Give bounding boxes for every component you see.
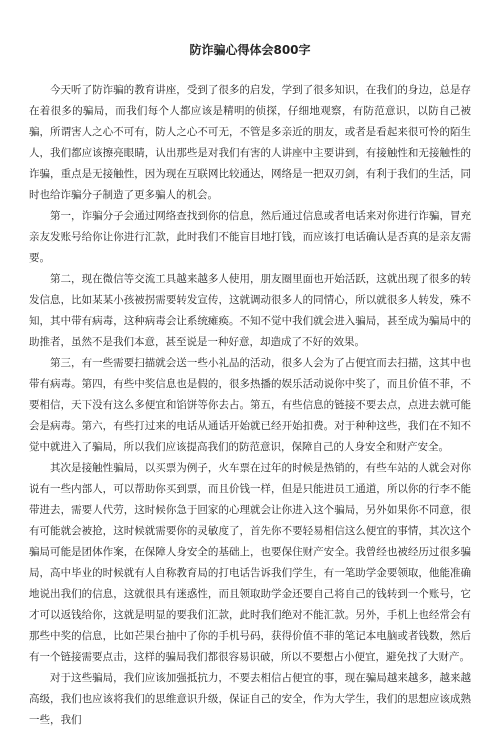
paragraph-second-point: 第二，现在微信等交流工具越来越多人使用，朋友圈里面也开始活跃，这就出现了很多的转发信息，比如某某小孩被拐需要转发宣传，这就调动很多人的同情心，所以就很多人转发，殊不知，其中带有病毒，这种病毒会让系统瘫痪。不知不觉中我们就会进入骗局，甚至成为骗局中的助推者，虽然不是我们本意，甚至说是一种好意，却造成了不好的效果。 bbox=[29, 273, 471, 348]
paragraph-contact-scams: 其次是接触性骗局，以买票为例子，火车票在过年的时候是热销的，有些车站的人就会对你说有一些内部人，可以帮助你买到票，而且价钱一样，但是只能进员工通道，所以你的行李不能带进去，需要人代劳，这时候你急于回家的心理就会让你进入这个骗局，另外如果你不同意，很有可能就会被抢，这时候就需要你的灵敏度了，首先你不要轻易相信这么便宜的事情，其次这个骗局可能是团体作案，在保障人身安全的基础上，也要保住财产安全。我曾经也被经历过很多骗局，高中毕业的时候就有人自称教育局的打电话告诉我们学生，有一笔助学金要领取，他能准确地说出我们的信息，这就很具有迷惑性，而且领取助学金还要自己将自己的钱转到一个账号，它才可以返钱给你，这就是明显的要我们汇款，此时我们绝对不能汇款。另外，手机上也经常会有那些中奖的信息，比如芒果台抽中了你的手机号码，获得价值不菲的笔记本电脑或者钱数，然后有一个链接需要点击，这样的骗局我们都很容易识破，所以不要想占小便宜，避免找了大财产。 bbox=[29, 462, 471, 663]
paragraph-intro: 今天听了防诈骗的教育讲座，受到了很多的启发，学到了很多知识，在我们的身边，总是存在着很多的骗局，而我们每个人都应该是精明的侦探，仔细地观察，有防范意识，以防自己被骗，所谓害人之心不可有，防人之心不可无，不管是多亲近的朋友，或者是看起来很可怜的陌生人，我们都应该擦亮眼睛，认出那些是对我们有害的人讲座中主要讲到，有接触性和无接触性的诈骗，重点是无接触性，因为现在互联网比较通达，网络是一把双刃剑，有利于我们的生活，同时也给诈骗分子制造了更多骗人的机会。 bbox=[29, 84, 471, 201]
paragraph-third-to-sixth-points: 第三，有一些需要扫描就会送一些小礼品的活动，很多人会为了占便宜而去扫描，这其中也带有病毒。第四，有些中奖信息也是假的，很多热播的娱乐活动说你中奖了，而且价值不菲，不要相信，天下没有这么多便宜和馅饼等你去占。第五，有些信息的链接不要去点，点进去就可能会是病毒。第六，有些打过来的电话从通话开始就已经开始扣费。对于种种这些，我们在不知不觉中就进入了骗局，所以我们应该提高我们的防范意识，保障自己的人身安全和财产安全。 bbox=[29, 357, 471, 453]
document-title: 防诈骗心得体会800字 bbox=[189, 43, 311, 57]
paragraph-first-point: 第一，诈骗分子会通过网络查找到你的信息，然后通过信息或者电话来对你进行诈骗，冒充亲友发账号给你让你进行汇款，此时我们不能盲目地打钱，而应该打电话确认是否真的是亲友需要。 bbox=[29, 210, 471, 264]
paragraph-conclusion: 对于这些骗局，我们应该加强抵抗力，不要去相信占便宜的事，现在骗局越来越多，越来越高级，我们也应该将我们的思维意识升级，保证自己的安全，作为大学生，我们的思想应该成熟一些，我们 bbox=[29, 672, 471, 726]
